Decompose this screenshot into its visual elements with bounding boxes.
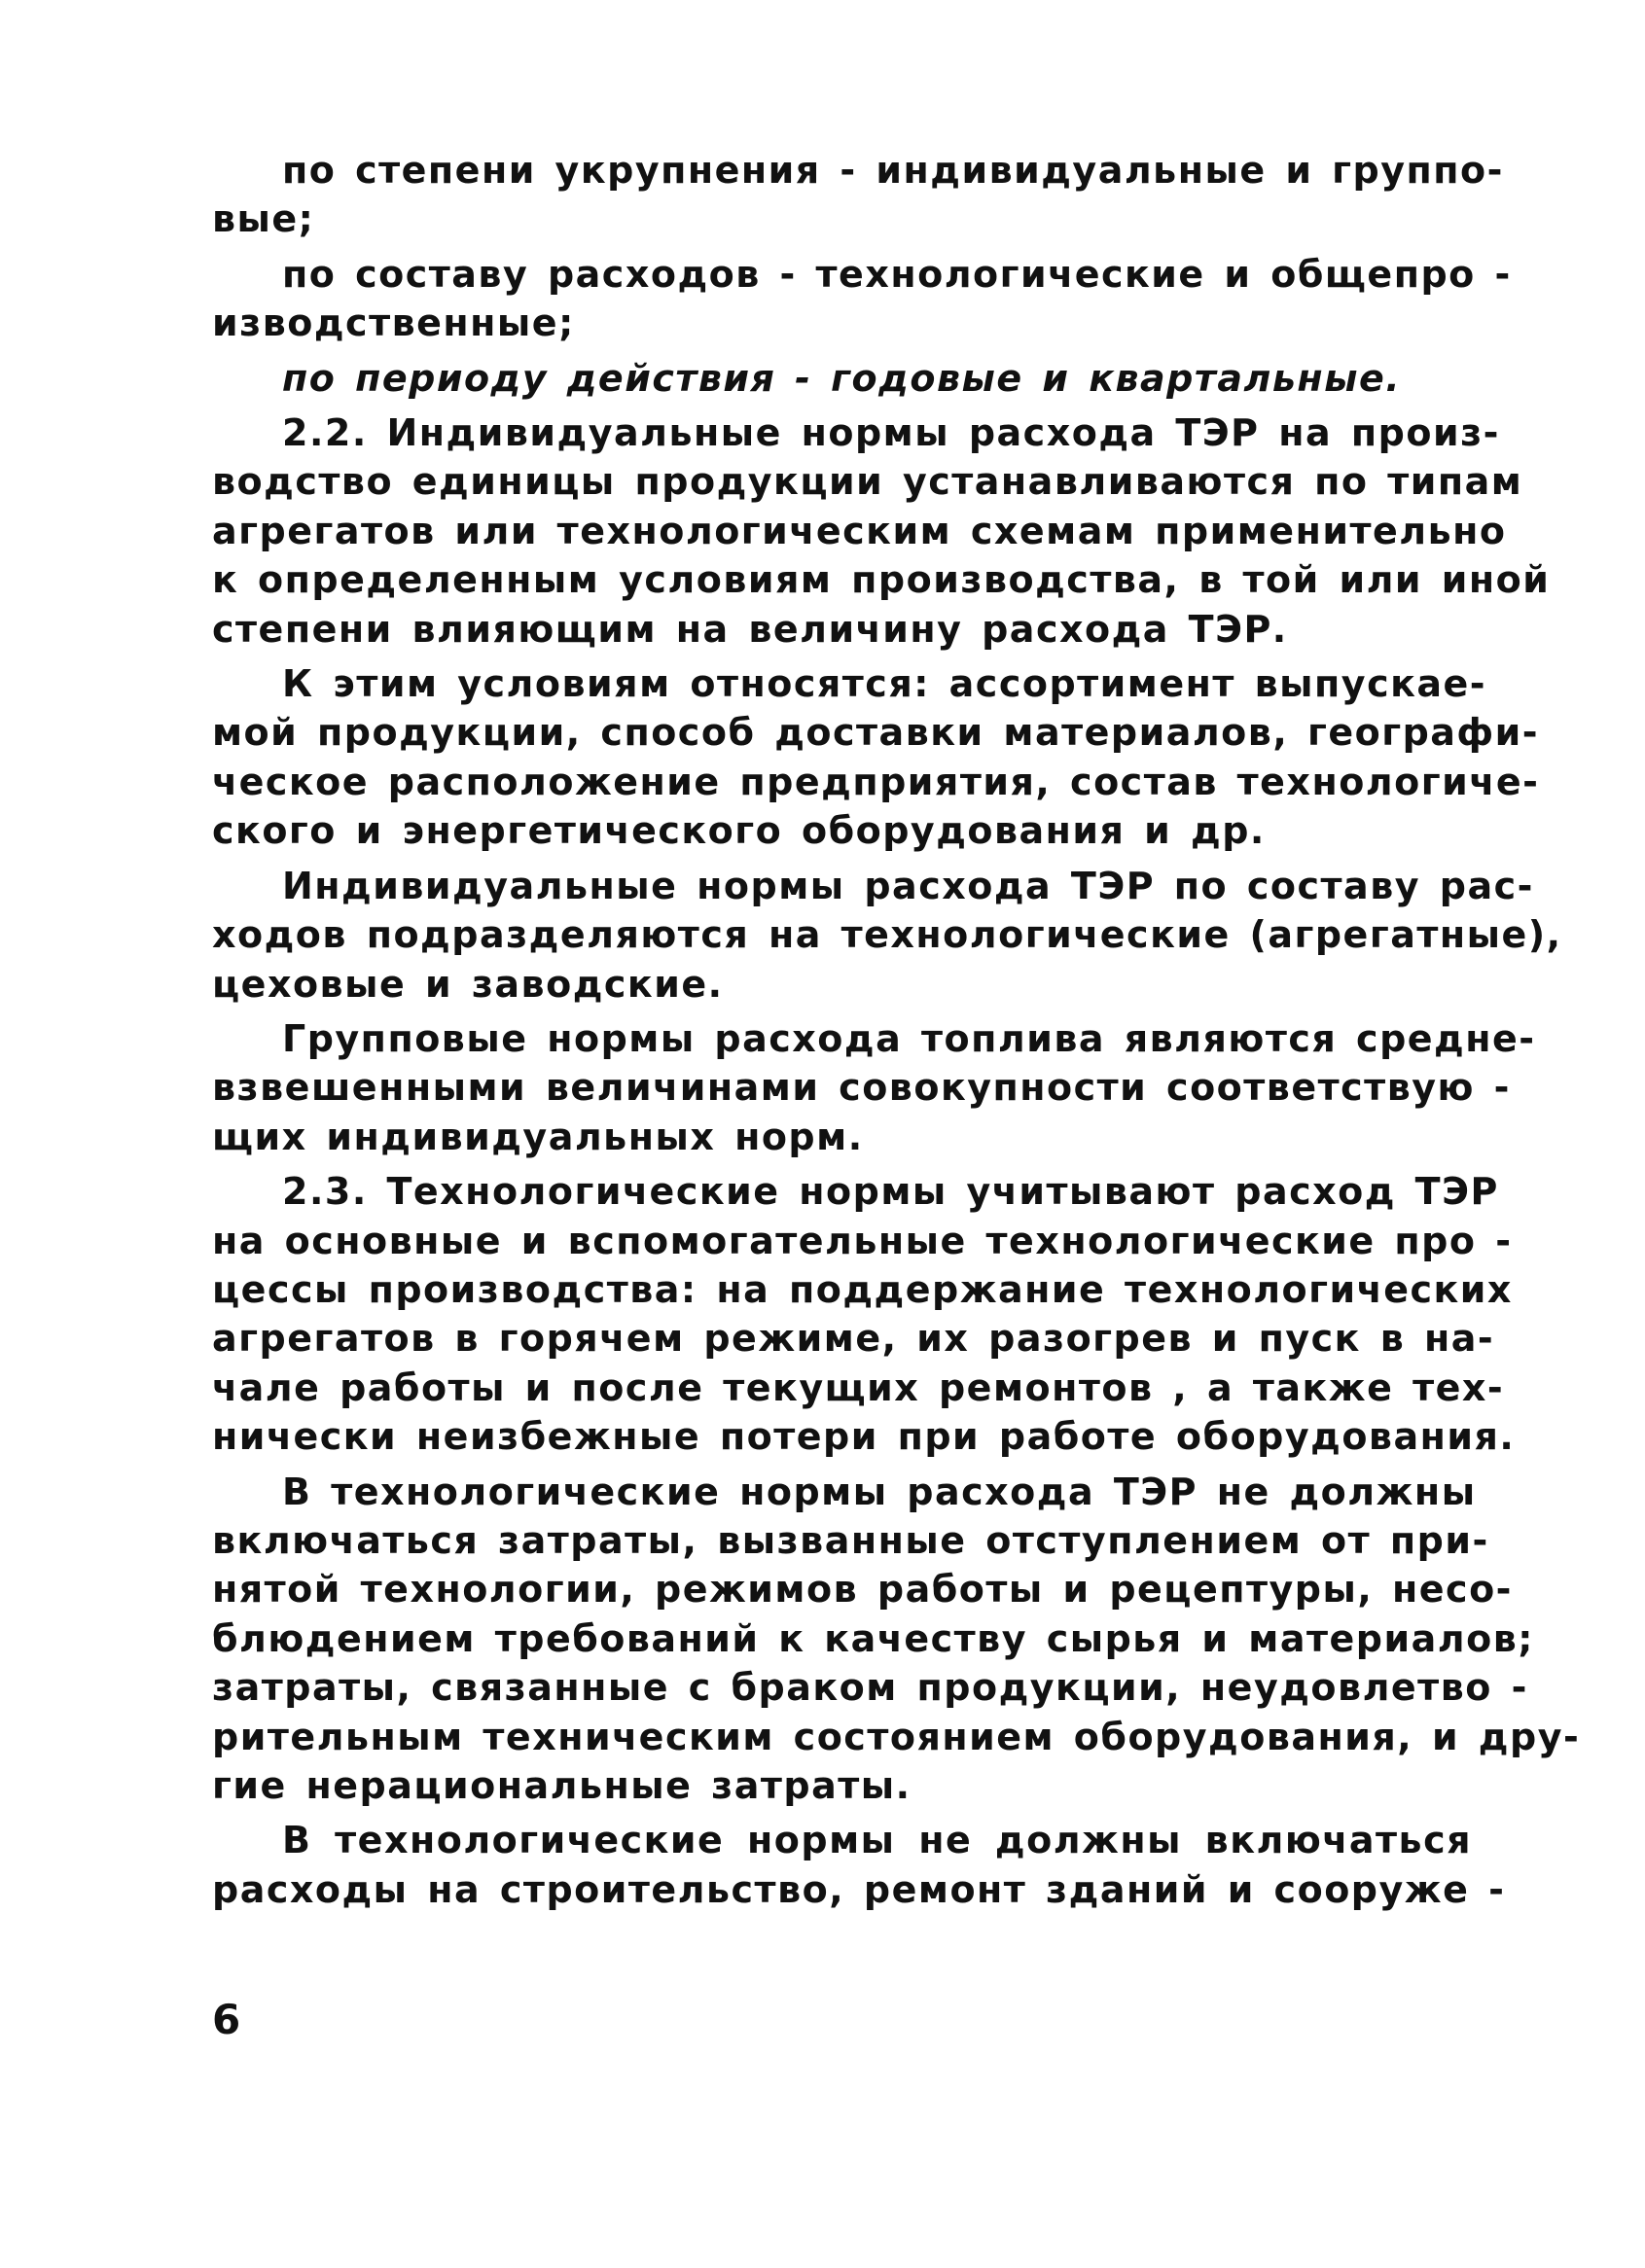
- text-line: В технологические нормы расхода ТЭР не должны: [282, 1470, 1477, 1513]
- text-line: изводственные;: [212, 301, 575, 345]
- text-line: ходов подразделяются на технологические (агрегатные),: [212, 913, 1562, 957]
- text-line: агрегатов в горячем режиме, их разогрев и пуск в на-: [212, 1317, 1495, 1361]
- text-line: водство единицы продукции устанавливаются по типам: [212, 460, 1523, 504]
- text-line: по периоду действия - годовые и квартальные.: [282, 356, 1402, 400]
- text-line: затраты, связанные с браком продукции, неудовлетво -: [212, 1666, 1528, 1710]
- text-line: степени влияющим на величину расхода ТЭР.: [212, 607, 1288, 651]
- text-line: взвешенными величинами совокупности соответствую -: [212, 1066, 1511, 1110]
- text-line: включаться затраты, вызванные отступлением от при-: [212, 1518, 1489, 1562]
- text-line: агрегатов или технологическим схемам применительно: [212, 509, 1507, 552]
- text-line: 2.2. Индивидуальные нормы расхода ТЭР на произ-: [282, 411, 1500, 455]
- text-line: к определенным условиям производства, в той или иной: [212, 558, 1551, 602]
- text-line: Групповые нормы расхода топлива являются средне-: [282, 1016, 1536, 1060]
- text-line: по степени укрупнения - индивидуальные и группо-: [282, 149, 1504, 192]
- text-line: гие нерациональные затраты.: [212, 1764, 912, 1807]
- page-number: 6: [212, 1996, 241, 2043]
- page-body: [212, 146, 1581, 1914]
- text-line: В технологические нормы не должны включаться: [282, 1819, 1472, 1862]
- text-line: 2.3. Технологические нормы учитывают расход ТЭР: [282, 1170, 1499, 1214]
- text-line: мой продукции, способ доставки материалов, географи-: [212, 711, 1540, 755]
- text-line: ческое расположение предприятия, состав технологиче-: [212, 760, 1540, 803]
- text-line: чале работы и после текущих ремонтов , а также тех-: [212, 1365, 1505, 1409]
- text-line: нически неизбежные потери при работе оборудования.: [212, 1415, 1516, 1459]
- text-line: на основные и вспомогательные технологические про -: [212, 1219, 1513, 1262]
- text-line: цессы производства: на поддержание технологических: [212, 1267, 1513, 1311]
- text-line: К этим условиям относятся: ассортимент выпускае-: [282, 662, 1487, 706]
- text-line: по составу расходов - технологические и общепро -: [282, 252, 1512, 296]
- text-line: нятой технологии, режимов работы и рецептуры, несо-: [212, 1568, 1513, 1612]
- text-line: Индивидуальные нормы расхода ТЭР по составу рас-: [282, 864, 1534, 907]
- text-line: щих индивидуальных норм.: [212, 1115, 864, 1158]
- text-line: расходы на строительство, ремонт зданий и сооруже -: [212, 1867, 1506, 1911]
- text-line: вые;: [212, 197, 315, 241]
- text-line: цеховые и заводские.: [212, 962, 724, 1006]
- text-line: ского и энергетического оборудования и др.: [212, 809, 1266, 853]
- text-line: рительным техническим состоянием оборудования, и дру-: [212, 1715, 1581, 1758]
- text-line: блюдением требований к качеству сырья и материалов;: [212, 1616, 1534, 1660]
